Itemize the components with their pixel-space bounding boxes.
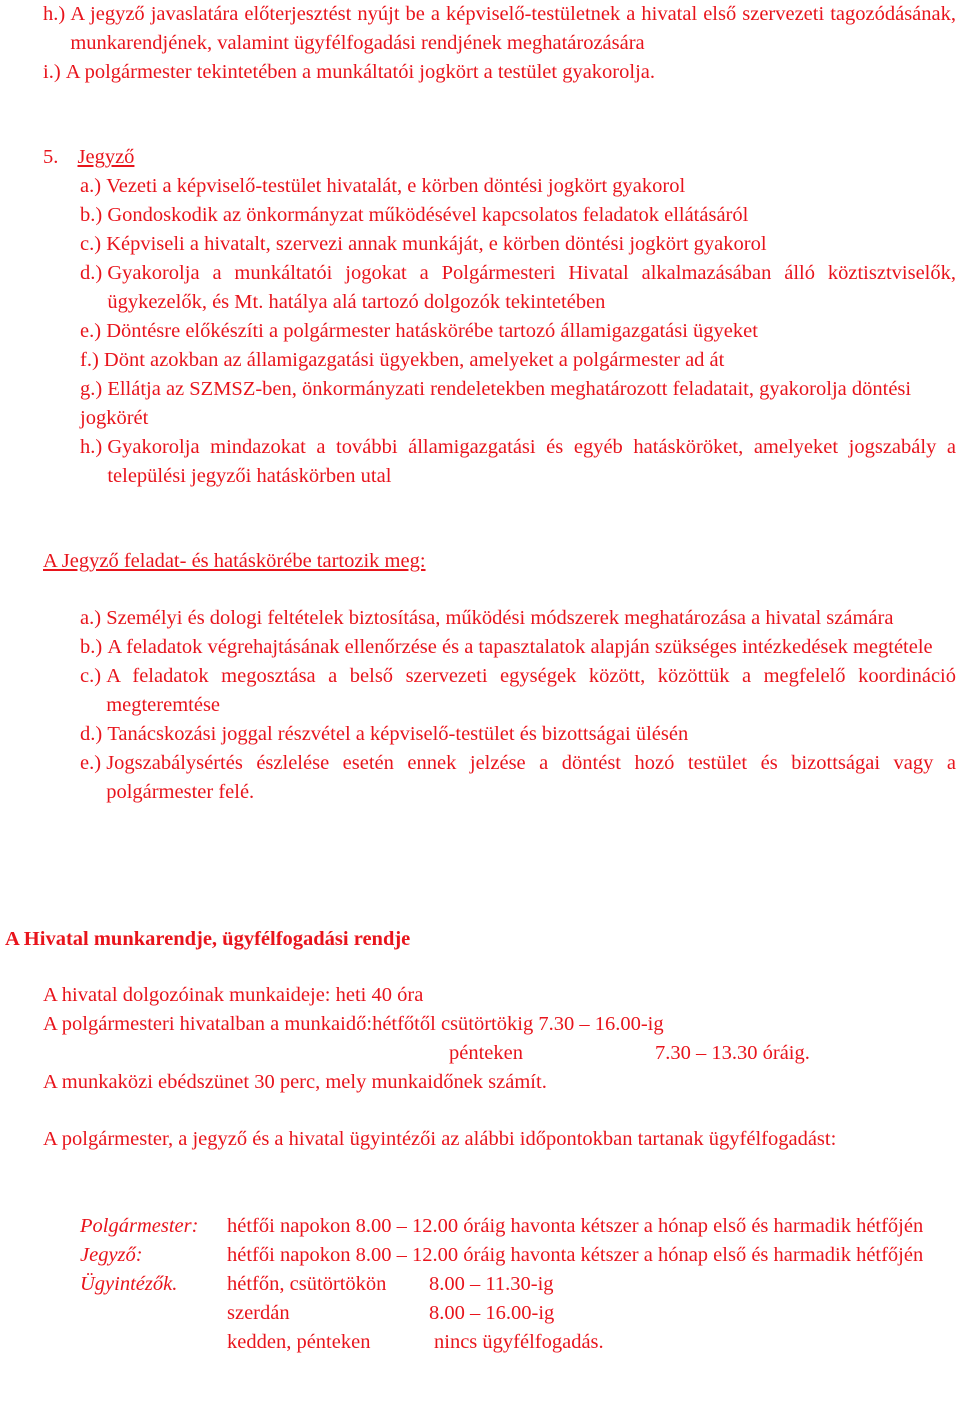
ugyintezok-label: Ügyintézők. bbox=[80, 1273, 178, 1295]
item-label: h.) bbox=[80, 436, 108, 458]
item-label: b.) bbox=[80, 204, 108, 226]
item-label: c.) bbox=[80, 665, 107, 687]
ugyfelfogadas-table bbox=[80, 1212, 956, 1357]
list-item bbox=[80, 317, 956, 346]
item-text: Vezeti a képviselő-testület hivatalát, e körben döntési jogkört gyakorol bbox=[106, 175, 686, 197]
top-items bbox=[43, 0, 956, 87]
worktime-days-1: hétfőtől csütörtökig bbox=[372, 1013, 534, 1035]
jegyzo-label: Jegyző: bbox=[80, 1244, 143, 1266]
schedule-row bbox=[80, 1241, 956, 1270]
ugyfelfogadas-intro: A polgármester, a jegyző és a hivatal ügyintézői az alábbi időpontokban tartanak ügyfélfogadást: bbox=[43, 1128, 837, 1150]
schedule-line bbox=[227, 1299, 604, 1328]
item-text: Ellátja az SZMSZ-ben, önkormányzati rendeletekben meghatározott feladatait, gyakorolja döntési jogkörét bbox=[80, 378, 912, 429]
jegyzo-heading bbox=[43, 143, 343, 172]
schedule-hours: 8.00 – 11.30-ig bbox=[429, 1273, 554, 1295]
list-item bbox=[80, 172, 956, 201]
item-text: A feladatok végrehajtásának ellenőrzése és a tapasztalatok alapján szükséges intézkedések megtétele bbox=[107, 636, 933, 658]
schedule-row bbox=[80, 1212, 956, 1241]
feladat-items bbox=[80, 604, 956, 807]
jegyzo-text: hétfői napokon 8.00 – 12.00 óráig havonta kétszer a hónap első és harmadik hétfőjén bbox=[227, 1244, 924, 1266]
munkarend-heading: A Hivatal munkarendje, ügyfélfogadási rendje bbox=[5, 928, 411, 950]
feladat-heading: A Jegyző feladat- és hatáskörébe tartozik meg: bbox=[43, 550, 426, 572]
item-text: Képviseli a hivatalt, szervezi annak munkáját, e körben döntési jogkört gyakorol bbox=[106, 233, 767, 255]
item-text: Gyakorolja mindazokat a további államigazgatási és egyéb hatásköröket, amelyeket jogszabály a települési jegyzői hatáskörben utal bbox=[107, 436, 956, 487]
item-label: a.) bbox=[80, 175, 107, 197]
item-label: a.) bbox=[80, 607, 107, 629]
munkarend-line2 bbox=[43, 1010, 664, 1039]
list-item bbox=[80, 720, 956, 749]
munkarend-line4: A munkaközi ebédszünet 30 perc, mely munkaidőnek számít. bbox=[43, 1071, 547, 1093]
worktime-days-2: pénteken bbox=[449, 1042, 523, 1064]
item-label: g.) bbox=[80, 378, 108, 400]
schedule-line bbox=[227, 1270, 604, 1299]
item-label: i.) bbox=[43, 61, 66, 83]
item-label: d.) bbox=[80, 262, 108, 284]
polgarmester-label: Polgármester: bbox=[80, 1215, 199, 1237]
item-text: A jegyző javaslatára előterjesztést nyújt be a képviselő-testületnek a hivatal első szervezeti tagozódásának, munkarendjének, valamint ügyfélfogadási rendjének meghatározására bbox=[70, 3, 956, 54]
list-item bbox=[80, 604, 956, 633]
schedule-days: szerdán bbox=[227, 1302, 290, 1324]
schedule-row bbox=[80, 1270, 956, 1357]
list-item bbox=[80, 633, 956, 662]
item-label: h.) bbox=[43, 3, 71, 25]
item-text: Döntésre előkészíti a polgármester hatáskörébe tartozó államigazgatási ügyeket bbox=[106, 320, 758, 342]
list-item bbox=[80, 662, 956, 720]
list-item bbox=[80, 375, 956, 433]
schedule-days: kedden, pénteken bbox=[227, 1331, 371, 1353]
item-label: c.) bbox=[80, 233, 107, 255]
item-text: Gyakorolja a munkáltatói jogokat a Polgármesteri Hivatal alkalmazásában álló köztisztviselők, ügykezelők, és Mt. hatálya alá tartozó dolgozók tekintetében bbox=[107, 262, 956, 313]
polgarmester-text: hétfői napokon 8.00 – 12.00 óráig havonta kétszer a hónap első és harmadik hétfőjén bbox=[227, 1215, 924, 1237]
section-number: 5. bbox=[43, 146, 59, 168]
item-text: A feladatok megosztása a belső szervezeti egységek között, közöttük a megfelelő koordináció megteremtése bbox=[106, 665, 956, 716]
item-label: f.) bbox=[80, 349, 104, 371]
item-text: Személyi és dologi feltételek biztosítása, működési módszerek meghatározása a hivatal számára bbox=[106, 607, 894, 629]
jegyzo-items bbox=[80, 172, 956, 491]
list-item bbox=[43, 0, 956, 58]
item-text: A polgármester tekintetében a munkáltatói jogkört a testület gyakorolja. bbox=[65, 61, 655, 83]
list-item bbox=[43, 58, 956, 87]
list-item bbox=[80, 230, 956, 259]
section-title: Jegyző bbox=[77, 146, 135, 168]
worktime-hours-2: 7.30 – 13.30 óráig. bbox=[655, 1042, 810, 1064]
schedule-days: hétfőn, csütörtökön bbox=[227, 1273, 387, 1295]
list-item bbox=[80, 433, 956, 491]
list-item bbox=[80, 259, 956, 317]
munkarend-line1: A hivatal dolgozóinak munkaideje: heti 40 óra bbox=[43, 984, 424, 1006]
schedule-hours: nincs ügyfélfogadás. bbox=[434, 1331, 604, 1353]
list-item bbox=[80, 749, 956, 807]
item-label: e.) bbox=[80, 752, 107, 774]
item-label: e.) bbox=[80, 320, 107, 342]
munkarend-line3 bbox=[449, 1039, 810, 1068]
list-item bbox=[80, 346, 956, 375]
worktime-prefix: A polgármesteri hivatalban a munkaidő: bbox=[43, 1013, 373, 1035]
item-text: Gondoskodik az önkormányzat működésével kapcsolatos feladatok ellátásáról bbox=[107, 204, 749, 226]
ugyintezok-schedule bbox=[227, 1270, 604, 1357]
item-text: Dönt azokban az államigazgatási ügyekben, amelyeket a polgármester ad át bbox=[103, 349, 725, 371]
item-text: Tanácskozási joggal részvétel a képviselő-testület és bizottságai ülésén bbox=[107, 723, 689, 745]
schedule-hours: 8.00 – 16.00-ig bbox=[429, 1302, 555, 1324]
item-text: Jogszabálysértés észlelése esetén ennek jelzése a döntést hozó testület és bizottságai vagy a polgármester felé. bbox=[106, 752, 956, 803]
list-item bbox=[80, 201, 956, 230]
item-label: d.) bbox=[80, 723, 108, 745]
item-label: b.) bbox=[80, 636, 108, 658]
schedule-line bbox=[227, 1328, 604, 1357]
worktime-hours-1: 7.30 – 16.00-ig bbox=[538, 1013, 664, 1035]
